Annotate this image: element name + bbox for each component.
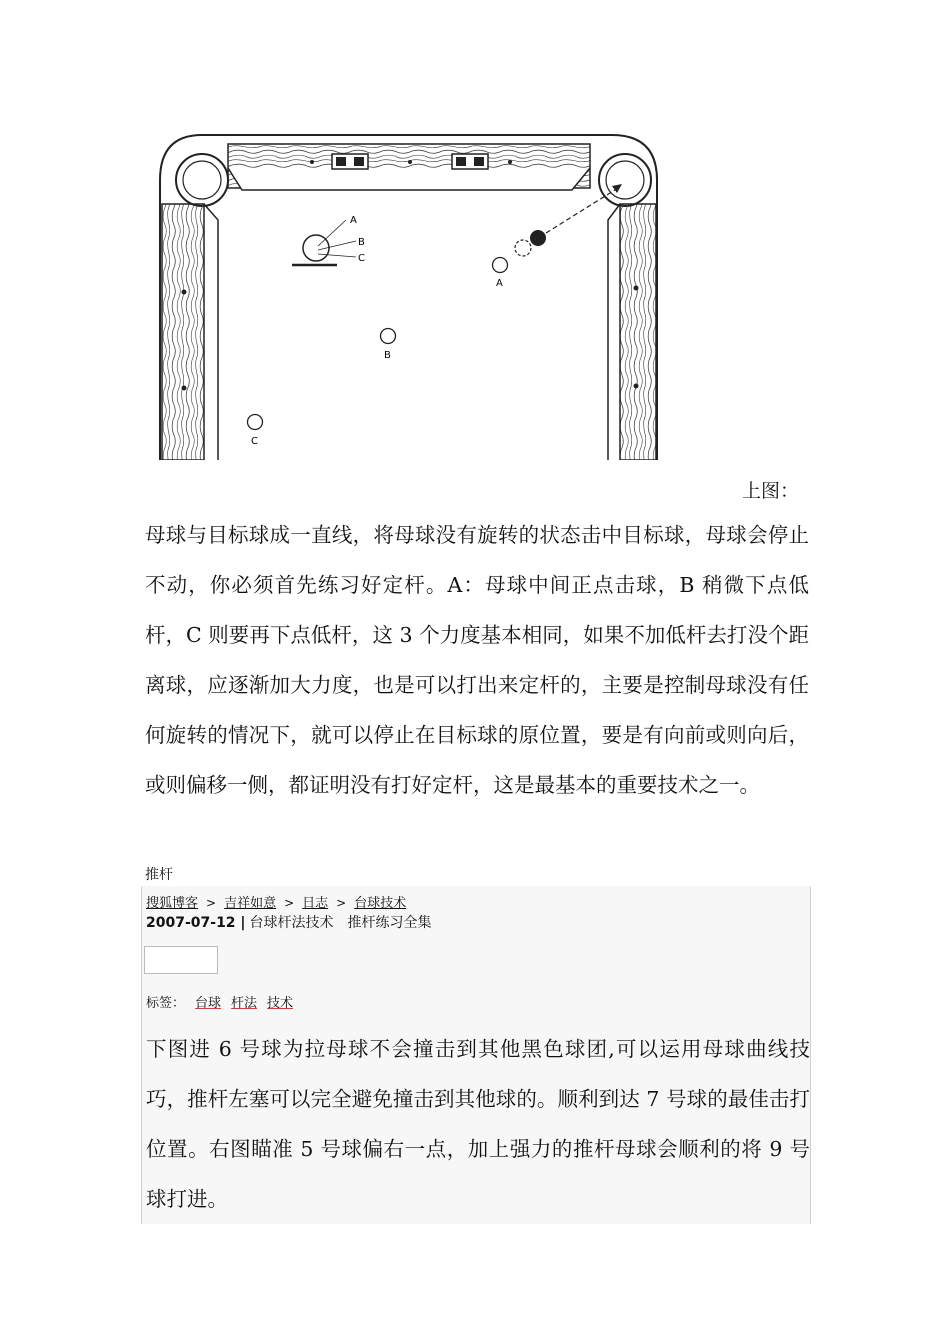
breadcrumb bbox=[146, 892, 406, 911]
ball-position-c bbox=[248, 415, 263, 430]
ball-position-a bbox=[493, 258, 508, 273]
svg-text:A: A bbox=[496, 278, 503, 289]
post-subtitle: 推杆练习全集 bbox=[347, 915, 432, 931]
left-rail bbox=[162, 204, 204, 460]
post-date: 2007-07-12 | bbox=[146, 915, 246, 931]
section-label: 推杆 bbox=[145, 867, 173, 883]
ball-position-b bbox=[381, 329, 396, 344]
svg-text:A: A bbox=[350, 215, 357, 226]
svg-text:B: B bbox=[384, 350, 391, 361]
tag-list bbox=[146, 992, 293, 1011]
object-ball bbox=[530, 230, 546, 246]
cue-tip-diagram bbox=[292, 215, 365, 265]
breadcrumb-separator: > bbox=[206, 896, 217, 910]
empty-input-box[interactable] bbox=[144, 946, 218, 974]
breadcrumb-link-category[interactable]: 台球技术 bbox=[354, 896, 407, 911]
svg-text:C: C bbox=[358, 253, 365, 264]
breadcrumb-link-blog[interactable]: 搜狐博客 bbox=[146, 896, 199, 911]
body-paragraph: 母球与目标球成一直线，将母球没有旋转的状态击中目标球，母球会停止不动，你必须首先练习好定杆。A：母球中间正点击球，B 稍微下点低杆，C 则要再下点低杆，这 3 个力度基本相同，如果不加低杆去打没个距离球，应逐渐加大力度，也是可以打出来定杆的，主要是控制母球没有任何旋转的情况下，就可以停止在目标球的原位置，要是有向前或则向后，或则偏移一侧，都证明没有打好定杆，这是最基本的重要技术之一。 bbox=[145, 523, 809, 797]
figure-caption: 上图： bbox=[742, 480, 800, 502]
svg-text:C: C bbox=[251, 436, 258, 447]
post-title: 台球杆法技术 bbox=[249, 915, 334, 931]
breadcrumb-link-journal[interactable]: 日志 bbox=[302, 896, 329, 911]
tag-link[interactable]: 台球 bbox=[195, 996, 222, 1011]
blog-post-text: 下图进 6 号球为拉母球不会撞击到其他黑色球团,可以运用母球曲线技巧，推杆左塞可以完全避免撞击到其他球的。顺利到达 7 号球的最佳击打位置。右图瞄准 5 号球偏右一点，加上强力的推杆母球会顺利的将 9 号球打进。 bbox=[146, 1037, 810, 1211]
post-header bbox=[146, 912, 432, 932]
breadcrumb-separator: > bbox=[284, 896, 295, 910]
svg-text:B: B bbox=[358, 237, 365, 248]
blog-post-box bbox=[141, 886, 811, 1224]
right-rail bbox=[620, 204, 656, 460]
tags-label: 标签： bbox=[146, 996, 186, 1011]
breadcrumb-separator: > bbox=[336, 896, 347, 910]
breadcrumb-link-user[interactable]: 吉祥如意 bbox=[224, 896, 277, 911]
pool-table-figure bbox=[142, 120, 672, 460]
tag-link[interactable]: 技术 bbox=[267, 996, 294, 1011]
tag-link[interactable]: 杆法 bbox=[231, 996, 258, 1011]
